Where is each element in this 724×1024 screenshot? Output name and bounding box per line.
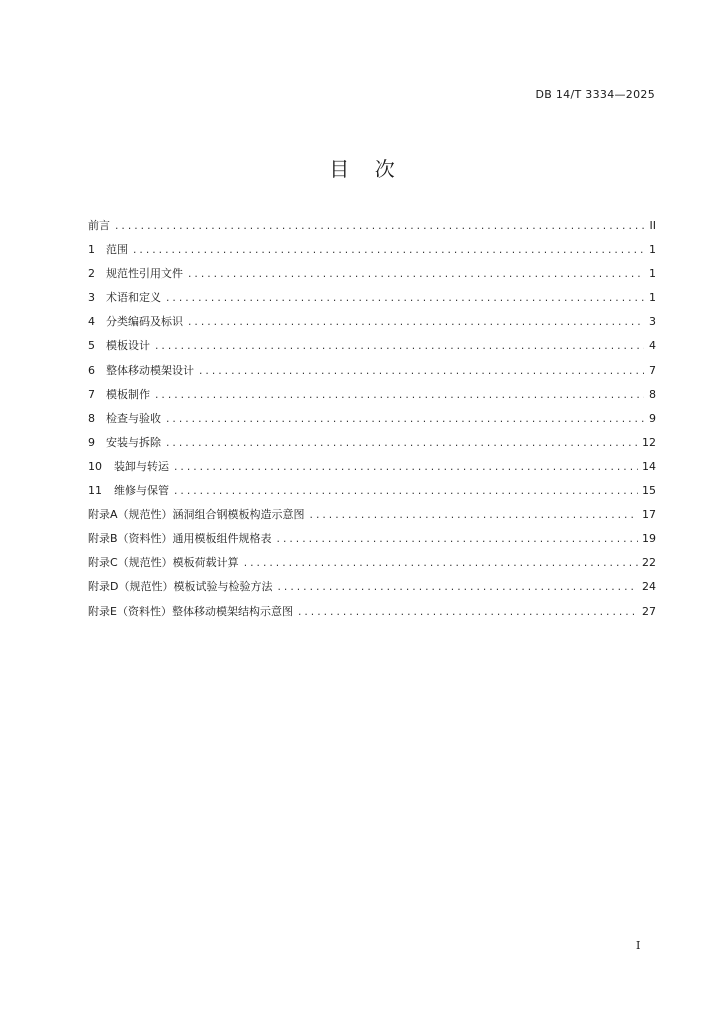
toc-entry-foreword[interactable] (88, 218, 656, 242)
toc-number: 4 (88, 315, 95, 329)
toc-page: 7 (649, 363, 656, 377)
toc-label: 安装与拆除 (106, 435, 161, 449)
toc-label: 规范性引用文件 (106, 267, 183, 281)
toc-label: 维修与保管 (114, 484, 169, 498)
toc-leader (165, 291, 644, 307)
toc-entry-2[interactable] (88, 266, 656, 290)
toc-page: 1 (649, 243, 656, 257)
toc-leader (187, 315, 644, 331)
toc-leader (165, 436, 638, 452)
toc-number: 3 (88, 291, 95, 305)
toc-number: 8 (88, 411, 95, 425)
toc-number: 11 (88, 484, 102, 498)
toc-entry-appendix-a[interactable] (88, 507, 656, 531)
toc-leader (154, 339, 644, 355)
toc-leader (114, 219, 644, 235)
toc-label: 附录B（资料性）通用模板组件规格表 (88, 532, 272, 546)
toc-leader (243, 556, 638, 572)
toc-label: 模板制作 (106, 387, 150, 401)
document-code: DB 14/T 3334—2025 (535, 88, 655, 101)
toc-leader (165, 412, 644, 428)
toc-page: 14 (642, 459, 656, 473)
toc-label: 分类编码及标识 (106, 315, 183, 329)
toc-entry-3[interactable] (88, 290, 656, 314)
toc-number: 1 (88, 243, 95, 257)
toc-page: 12 (642, 435, 656, 449)
toc-page: 24 (642, 580, 656, 594)
toc-page: 19 (642, 532, 656, 546)
page-title: 目 次 (329, 157, 395, 181)
toc-label: 检查与验收 (106, 411, 161, 425)
toc-label: 整体移动模架设计 (106, 363, 194, 377)
toc-leader (187, 267, 644, 283)
toc-entry-9[interactable] (88, 435, 656, 459)
toc-entry-11[interactable] (88, 483, 656, 507)
toc-label: 术语和定义 (106, 291, 161, 305)
toc-label: 前言 (88, 219, 110, 232)
toc-page: II (649, 219, 656, 232)
toc-page: 27 (642, 604, 656, 618)
toc-page: 1 (649, 267, 656, 281)
toc-number: 7 (88, 387, 95, 401)
toc-entry-appendix-e[interactable] (88, 604, 656, 628)
toc-page: 17 (642, 508, 656, 522)
toc-entry-1[interactable] (88, 242, 656, 266)
toc-page: 8 (649, 387, 656, 401)
toc-page: 1 (649, 291, 656, 305)
toc-leader (297, 605, 638, 621)
toc-label: 模板设计 (106, 339, 150, 353)
toc-leader (173, 460, 638, 476)
toc-entry-appendix-d[interactable] (88, 579, 656, 603)
toc-entry-appendix-b[interactable] (88, 531, 656, 555)
toc-label: 附录D（规范性）模板试验与检验方法 (88, 580, 273, 594)
toc-entry-5[interactable] (88, 338, 656, 362)
toc-leader (309, 508, 638, 524)
toc-number: 2 (88, 267, 95, 281)
toc-label: 附录C（规范性）模板荷载计算 (88, 556, 239, 570)
toc-page: 3 (649, 315, 656, 329)
toc-page: 15 (642, 484, 656, 498)
toc-entry-6[interactable] (88, 363, 656, 387)
toc-entry-7[interactable] (88, 387, 656, 411)
toc-leader (276, 580, 638, 596)
toc-leader (198, 364, 644, 380)
toc-entry-8[interactable] (88, 411, 656, 435)
toc-number: 5 (88, 339, 95, 353)
toc-page: 4 (649, 339, 656, 353)
toc-number: 6 (88, 363, 95, 377)
toc-page: 22 (642, 556, 656, 570)
toc-label: 附录E（资料性）整体移动模架结构示意图 (88, 604, 293, 618)
toc-label: 附录A（规范性）涵洞组合钢模板构造示意图 (88, 508, 305, 522)
page-number: I (636, 939, 641, 952)
toc-leader (154, 388, 644, 404)
toc-number: 10 (88, 459, 102, 473)
toc-leader (132, 243, 644, 259)
toc-leader (276, 532, 638, 548)
toc-entry-4[interactable] (88, 314, 656, 338)
toc-entry-appendix-c[interactable] (88, 555, 656, 579)
table-of-contents (88, 218, 656, 628)
toc-entry-10[interactable] (88, 459, 656, 483)
toc-leader (173, 484, 638, 500)
toc-page: 9 (649, 411, 656, 425)
toc-label: 装卸与转运 (114, 459, 169, 473)
toc-label: 范围 (106, 243, 128, 257)
toc-number: 9 (88, 435, 95, 449)
